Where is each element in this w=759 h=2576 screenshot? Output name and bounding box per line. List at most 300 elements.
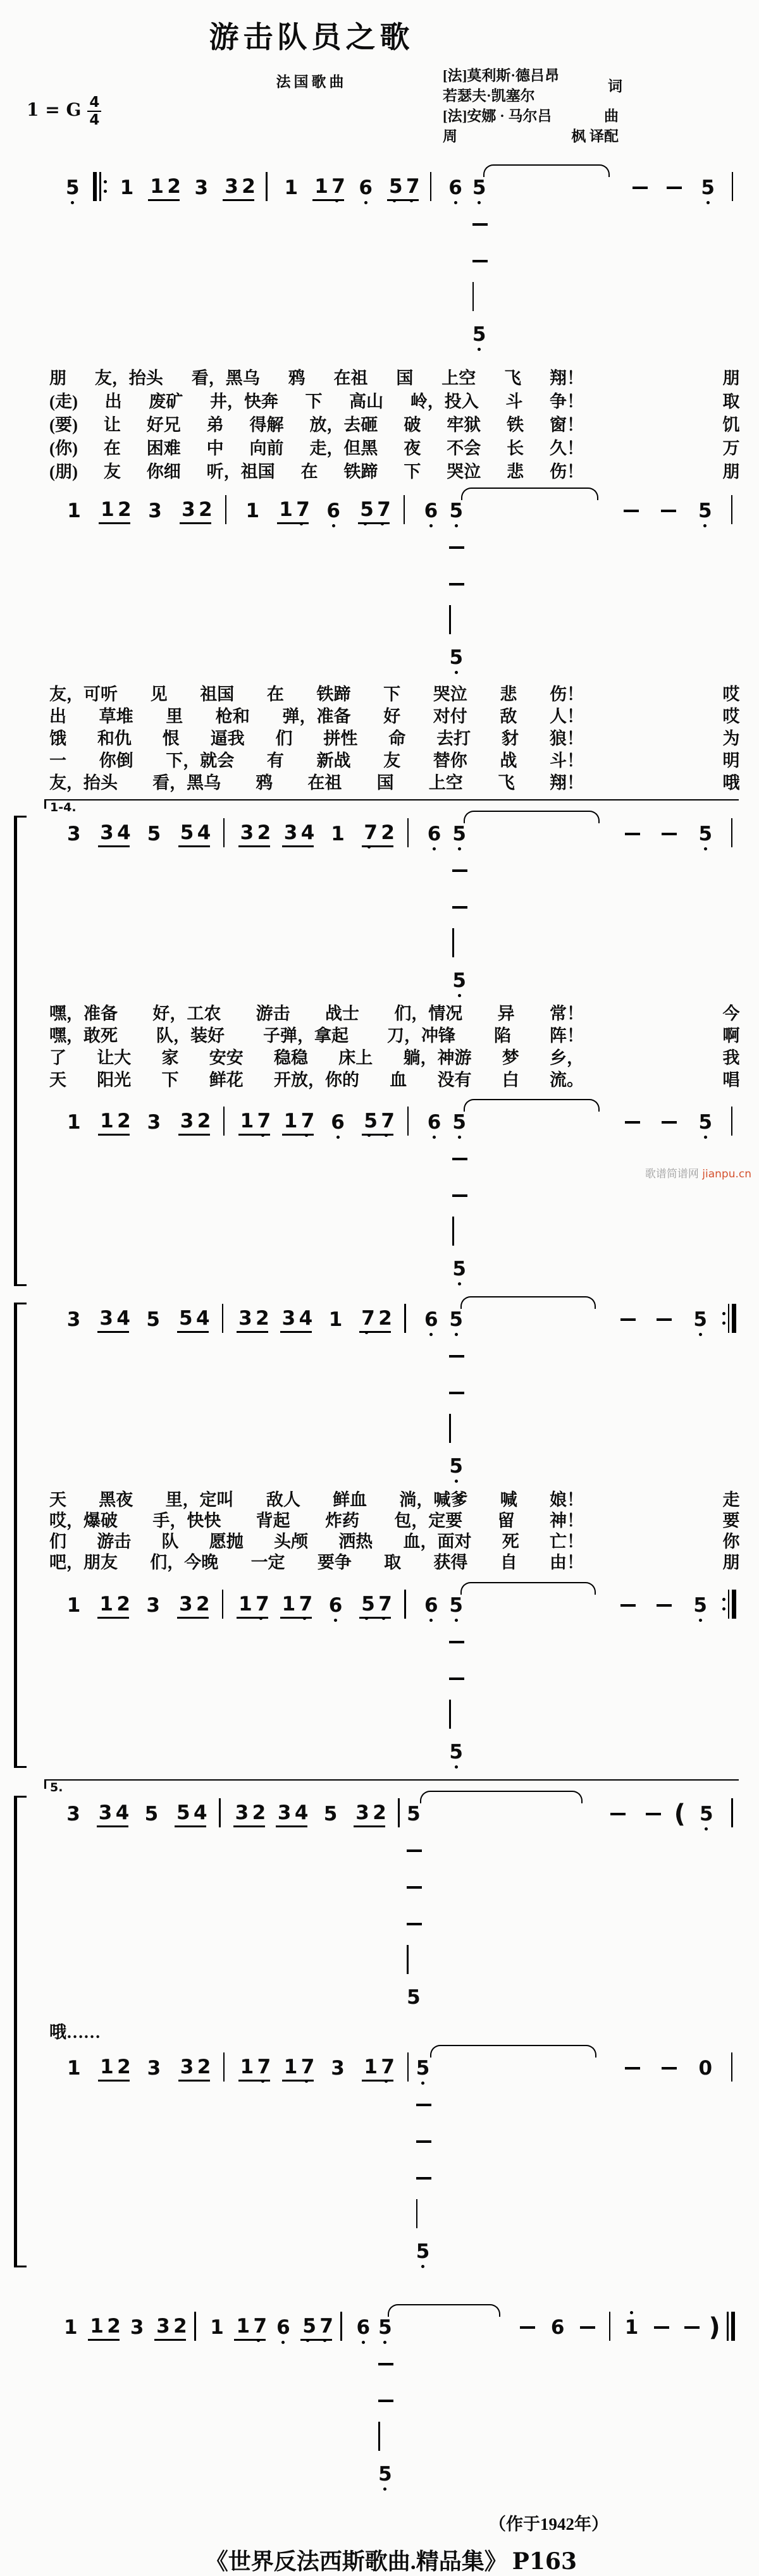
note bbox=[56, 493, 92, 529]
glyph bbox=[449, 1641, 464, 1644]
lyric-syllable: 朋 bbox=[49, 369, 66, 388]
lyric-line bbox=[49, 1047, 584, 1069]
beamed-notes bbox=[362, 2056, 393, 2082]
lyric-syllable: 在祖 bbox=[333, 369, 368, 388]
note-main bbox=[387, 176, 419, 199]
glyph bbox=[449, 1677, 464, 1681]
note-main bbox=[300, 2316, 332, 2339]
glyph bbox=[609, 2312, 611, 2341]
glyph bbox=[662, 2067, 677, 2070]
lyric-syllable: 对付 bbox=[433, 707, 467, 726]
lyric-line bbox=[49, 1490, 584, 1511]
glyph bbox=[407, 1923, 422, 1926]
lyric-syllable: 豺 bbox=[502, 729, 519, 748]
note-main bbox=[359, 1308, 391, 1331]
note bbox=[56, 2309, 86, 2346]
note-main: 3 bbox=[66, 1308, 81, 1331]
lyric-syllable: 阵！ bbox=[550, 1026, 584, 1045]
note-main bbox=[312, 176, 344, 199]
lyric-syllable: 和仇 bbox=[97, 729, 132, 748]
beamed-notes bbox=[178, 1110, 210, 1136]
note-main: 1 bbox=[120, 176, 134, 199]
lyric-syllable: 自 bbox=[500, 1553, 517, 1572]
beam-group bbox=[274, 1301, 318, 1331]
volta-bracket-5 bbox=[44, 1779, 739, 1796]
song-origin: 法国歌曲 bbox=[276, 74, 347, 90]
octave-dot-below bbox=[303, 1617, 306, 1620]
note bbox=[56, 1104, 92, 1141]
glyph bbox=[662, 833, 677, 836]
system-3 bbox=[0, 799, 759, 1287]
lyric-syllable: 逼我 bbox=[210, 729, 245, 748]
barline bbox=[397, 1301, 414, 1338]
note-main bbox=[282, 2057, 314, 2080]
lyric-syllable: 哎，爆破 bbox=[49, 1511, 118, 1530]
beam-dot-row bbox=[359, 1617, 391, 1620]
lyric-syllable: 弹，准备 bbox=[282, 707, 351, 726]
lyric-syllable: 鲜花 bbox=[209, 1070, 244, 1089]
note-main bbox=[97, 1308, 129, 1331]
lyric-syllable: 狼！ bbox=[549, 729, 584, 748]
glyph bbox=[361, 1331, 372, 1334]
note: 1 bbox=[101, 498, 114, 521]
composition-year: （作于1942年） bbox=[489, 2515, 608, 2534]
note-main bbox=[449, 1704, 451, 1727]
octave-dot-below bbox=[385, 1134, 388, 1137]
note bbox=[543, 2309, 573, 2346]
barline bbox=[396, 493, 412, 529]
lyric-syllable: 破 bbox=[404, 415, 421, 434]
beam-dot-row bbox=[300, 2339, 332, 2342]
beam-group bbox=[354, 1301, 397, 1334]
barline bbox=[452, 1214, 454, 1251]
note-main bbox=[661, 500, 676, 522]
lyric-syllable: 去打 bbox=[436, 729, 471, 748]
glyph bbox=[731, 2312, 736, 2341]
lyric-syllable: 要争 bbox=[317, 1553, 352, 1572]
duration-dash bbox=[623, 169, 657, 206]
octave-dot-below-slot bbox=[478, 199, 481, 206]
octave-dot-below bbox=[367, 845, 371, 849]
glyph bbox=[378, 2400, 393, 2403]
barline bbox=[397, 1587, 414, 1624]
glyph bbox=[299, 1617, 310, 1620]
note-line-4 bbox=[56, 1104, 740, 1287]
note-main bbox=[407, 1949, 409, 1972]
octave-dot-below-slot bbox=[699, 1331, 702, 1338]
lyric-syllable: 友 bbox=[103, 462, 121, 481]
note-main bbox=[237, 1308, 268, 1331]
beam-group bbox=[228, 1796, 270, 1825]
beam-dot-row bbox=[277, 522, 309, 525]
lyric-syllable: 出 bbox=[49, 707, 66, 726]
note: 7 bbox=[300, 1109, 315, 1132]
beam-group bbox=[92, 2050, 136, 2080]
octave-dot-below bbox=[364, 201, 367, 204]
note bbox=[449, 1448, 463, 1485]
glyph bbox=[240, 2080, 251, 2083]
glyph bbox=[378, 2422, 380, 2451]
lyric-syllable: 黑夜 bbox=[99, 1490, 133, 1509]
beamed-notes bbox=[97, 1593, 129, 1619]
lyric-syllable: 敌 bbox=[500, 707, 517, 726]
note-main bbox=[234, 2316, 266, 2339]
slur-group bbox=[472, 169, 623, 353]
note: 1 bbox=[100, 2055, 114, 2078]
glyph bbox=[236, 2339, 247, 2342]
glyph bbox=[223, 1107, 225, 1136]
octave-dot-below bbox=[455, 1619, 458, 1622]
glyph bbox=[279, 522, 290, 525]
lyric-syllable: 国 bbox=[396, 369, 414, 388]
glyph bbox=[620, 1318, 636, 1322]
note-main bbox=[472, 213, 488, 236]
lyric-line bbox=[49, 750, 584, 772]
lyric-syllable: 鸦 bbox=[288, 369, 305, 388]
note: 2 bbox=[167, 175, 181, 198]
volta-line bbox=[44, 799, 739, 800]
repeat-end-barline bbox=[719, 1587, 740, 1624]
lyric-syllable: 悲 bbox=[507, 462, 524, 481]
note-main bbox=[625, 2057, 640, 2080]
lyric-syllable: 翔！ bbox=[549, 773, 584, 792]
repeat-end-barline bbox=[719, 1301, 740, 1338]
glyph bbox=[378, 1617, 389, 1620]
octave-dot-below bbox=[334, 1619, 337, 1622]
glyph bbox=[266, 172, 268, 201]
note-main: 5 bbox=[147, 823, 161, 845]
glyph bbox=[580, 2326, 595, 2329]
note-main: 5 bbox=[698, 500, 712, 522]
barline bbox=[724, 1796, 740, 1832]
lyricist-line-1: [法]莫利斯·德吕昂 bbox=[443, 68, 559, 83]
lyric-syllable: 让 bbox=[103, 415, 121, 434]
note-main: 5 bbox=[416, 2057, 430, 2080]
beamed-notes bbox=[238, 1110, 270, 1136]
note: 7 bbox=[319, 2314, 333, 2338]
duration-dash bbox=[416, 2160, 431, 2197]
glyph bbox=[222, 1590, 224, 1619]
duration-dash bbox=[657, 169, 691, 206]
octave-dot-below-slot bbox=[707, 199, 710, 206]
beamed-notes bbox=[282, 1110, 314, 1136]
glyph bbox=[194, 2312, 196, 2341]
tie-arc bbox=[430, 2045, 597, 2058]
volta-bracket-1-4 bbox=[44, 799, 739, 816]
beam-dot-row bbox=[362, 1134, 393, 1137]
note bbox=[449, 639, 463, 676]
verse-block-2 bbox=[0, 684, 759, 794]
lyric-syllable: 有 bbox=[266, 751, 284, 770]
beamed-notes bbox=[180, 498, 211, 524]
note-main: 1 bbox=[331, 823, 345, 845]
note bbox=[318, 1301, 354, 1338]
note-main: 5 bbox=[452, 823, 466, 845]
duration-dash bbox=[613, 493, 650, 529]
glyph bbox=[301, 2080, 312, 2083]
lyric-syllable: (你) bbox=[49, 439, 78, 458]
lyric-row bbox=[49, 1025, 743, 1047]
octave-dot-below bbox=[385, 2080, 388, 2083]
note: 2 bbox=[117, 2055, 131, 2078]
lyric-syllable: 替你 bbox=[433, 751, 467, 770]
note-main: 5 bbox=[452, 1111, 466, 1134]
note-main bbox=[404, 500, 405, 522]
octave-dot-below bbox=[458, 1282, 461, 1285]
beam-group bbox=[92, 1104, 136, 1134]
glyph bbox=[661, 510, 676, 513]
note-main bbox=[233, 1803, 265, 1825]
beam-dot-row bbox=[359, 1331, 391, 1334]
beam-group bbox=[308, 169, 349, 202]
glyph bbox=[732, 1304, 736, 1333]
barline bbox=[449, 1411, 451, 1448]
glyph bbox=[624, 510, 639, 513]
note-line-5 bbox=[56, 1301, 740, 1485]
lyric-syllable: 下 bbox=[404, 462, 421, 481]
note: 7 bbox=[381, 2055, 395, 2078]
lyric-syllable: 不会 bbox=[447, 439, 481, 458]
lyric-row bbox=[49, 1069, 743, 1091]
octave-dot-below-slot bbox=[383, 2339, 386, 2346]
glyph bbox=[257, 1134, 268, 1137]
note-main: 5 bbox=[701, 176, 715, 199]
note-main bbox=[624, 500, 639, 522]
note-main bbox=[378, 2426, 380, 2449]
note-main bbox=[452, 859, 467, 882]
note-main bbox=[449, 1382, 464, 1404]
note bbox=[135, 1587, 171, 1624]
note-main: 5 bbox=[693, 1308, 707, 1331]
octave-dot-below-slot bbox=[429, 1617, 433, 1624]
duration-dash bbox=[651, 816, 688, 852]
duration-dash bbox=[636, 1796, 671, 1832]
note-main bbox=[620, 1594, 636, 1617]
octave-dot-below bbox=[323, 2339, 326, 2342]
beam-dot-row bbox=[282, 2080, 314, 2083]
note-main bbox=[662, 823, 677, 845]
glyph bbox=[731, 495, 733, 524]
beam-dot-row bbox=[237, 1617, 268, 1620]
lyric-syllable: 让大 bbox=[97, 1048, 132, 1067]
note-main bbox=[354, 1803, 385, 1825]
note: 2 bbox=[257, 821, 271, 844]
note bbox=[136, 816, 173, 852]
duration-dash bbox=[646, 1301, 682, 1338]
note bbox=[319, 816, 356, 852]
note-main bbox=[340, 2316, 342, 2339]
note: 7 bbox=[377, 498, 391, 521]
note-main bbox=[452, 896, 467, 919]
note: 5 bbox=[176, 1801, 190, 1824]
glyph bbox=[449, 583, 464, 586]
octave-dot-below-slot bbox=[455, 1763, 458, 1770]
barline bbox=[423, 169, 438, 206]
duration-dash bbox=[472, 243, 488, 279]
lyric-syllable: 鲜血 bbox=[333, 1490, 367, 1509]
note-main bbox=[407, 1839, 422, 1862]
barline bbox=[216, 2050, 232, 2087]
lyric-syllable: 好兄 bbox=[146, 415, 181, 434]
barline bbox=[335, 2309, 348, 2346]
watermark-site: 歌谱简谱网 bbox=[645, 1168, 699, 1181]
barline bbox=[216, 816, 232, 852]
duration-dash bbox=[416, 2123, 431, 2160]
beam-group bbox=[172, 1104, 216, 1134]
beam-group bbox=[169, 1796, 211, 1825]
beamed-notes bbox=[97, 1307, 129, 1333]
octave-dot-below-slot bbox=[705, 1825, 708, 1832]
duration-dash bbox=[651, 2050, 688, 2087]
octave-dot-below bbox=[410, 199, 413, 202]
beamed-notes bbox=[238, 821, 270, 847]
note-main: 6 bbox=[550, 2316, 565, 2339]
note-main: 3 bbox=[66, 1803, 80, 1825]
barline bbox=[216, 1104, 232, 1141]
lyric-row bbox=[49, 772, 743, 794]
glyph bbox=[223, 2052, 225, 2082]
verse-block-3 bbox=[0, 1003, 759, 1091]
note-main: 6 bbox=[448, 176, 462, 199]
watermark bbox=[645, 1165, 751, 1181]
lyric-syllable: 阳光 bbox=[97, 1070, 132, 1089]
lyric-syllable: 留 bbox=[497, 1511, 515, 1530]
glyph bbox=[319, 2339, 330, 2342]
glyph bbox=[99, 172, 101, 201]
note-main bbox=[430, 176, 432, 199]
key-signature bbox=[27, 95, 101, 128]
lyric-syllable: 飞 bbox=[504, 369, 522, 388]
note-main bbox=[684, 2316, 700, 2339]
lyric-line bbox=[49, 367, 584, 390]
note-line-1 bbox=[56, 169, 740, 353]
note-main bbox=[452, 1221, 454, 1244]
note-main bbox=[282, 1111, 314, 1134]
glyph bbox=[449, 605, 451, 634]
lyric-syllable: 下，就会 bbox=[166, 751, 235, 770]
duration-dash bbox=[449, 566, 464, 603]
beamed-notes bbox=[98, 1110, 130, 1136]
lyric-syllable: 铁蹄 bbox=[316, 685, 351, 704]
note: 2 bbox=[381, 821, 395, 844]
note-main: 6 bbox=[276, 2316, 290, 2339]
glyph bbox=[389, 199, 400, 202]
verse-block-4 bbox=[0, 1490, 759, 1573]
lyric-syllable: 见 bbox=[150, 685, 168, 704]
note-main bbox=[277, 500, 309, 522]
beamed-notes bbox=[97, 1801, 128, 1827]
beamed-notes bbox=[277, 498, 309, 524]
beam-group bbox=[218, 169, 259, 199]
beamed-notes bbox=[354, 1801, 385, 1827]
octave-dot-below bbox=[306, 2339, 309, 2342]
note-main bbox=[662, 2057, 677, 2080]
lyric-syllable: 嘿，准备 bbox=[49, 1004, 118, 1023]
octave-dot-below-slot bbox=[704, 1134, 707, 1141]
lyric-line bbox=[49, 1003, 584, 1025]
beam-group bbox=[152, 2309, 188, 2339]
note-main bbox=[282, 823, 314, 845]
note: 4 bbox=[115, 1801, 130, 1824]
note bbox=[136, 1104, 173, 1141]
note-main bbox=[609, 2316, 611, 2339]
lyric-syllable: 家 bbox=[161, 1048, 179, 1067]
octave-dot-below bbox=[429, 1619, 433, 1622]
note-line-2 bbox=[56, 493, 740, 676]
note-line-8 bbox=[56, 2050, 740, 2270]
lyricist-line-2: 若瑟夫·凯塞尔 bbox=[443, 88, 535, 104]
lyric-syllable: 队 bbox=[161, 1532, 179, 1551]
lyric-syllable: 队，装好 bbox=[156, 1026, 225, 1045]
lyric-syllable: 斗！ bbox=[550, 751, 584, 770]
glyph bbox=[449, 1414, 451, 1443]
note-main: 5 bbox=[699, 1803, 713, 1825]
watermark-link[interactable]: jianpu.cn bbox=[702, 1168, 751, 1181]
meter-denominator: 4 bbox=[89, 112, 100, 129]
note-main bbox=[238, 2057, 270, 2080]
beamed-notes bbox=[223, 175, 254, 201]
note: 7 bbox=[299, 1592, 313, 1616]
lyric-syllable: 异 bbox=[497, 1004, 515, 1023]
beam-group bbox=[354, 1587, 397, 1620]
note-main: 3 bbox=[148, 500, 162, 522]
glyph bbox=[407, 1886, 422, 1889]
note bbox=[133, 1796, 169, 1832]
note-main: 1 bbox=[624, 2316, 639, 2339]
note bbox=[349, 169, 383, 206]
lyric-row bbox=[49, 1531, 743, 1552]
duration-dash bbox=[646, 2309, 677, 2346]
glyph bbox=[722, 1590, 736, 1619]
note-main bbox=[416, 2204, 418, 2226]
octave-dot-below bbox=[71, 201, 74, 204]
duration-dash bbox=[452, 1141, 467, 1177]
beam-dot-row bbox=[238, 1134, 270, 1137]
note: 2 bbox=[252, 1801, 266, 1824]
octave-dot-below-slot bbox=[364, 199, 367, 206]
note bbox=[689, 1796, 724, 1832]
beam-dot-row bbox=[282, 1134, 314, 1137]
octave-dot-below bbox=[300, 522, 303, 525]
barline bbox=[400, 1104, 416, 1141]
note-main: 5 bbox=[452, 1258, 466, 1280]
note-main: 1 bbox=[328, 1308, 343, 1331]
lyric-syllable: 嘿，敢死 bbox=[49, 1026, 118, 1045]
lyric-syllable: 在 bbox=[103, 439, 121, 458]
lyric-syllable: 喊 bbox=[500, 1490, 517, 1509]
note: 4 bbox=[195, 1306, 210, 1330]
beamed-notes bbox=[178, 821, 210, 847]
lyric-syllable: 哦…… bbox=[49, 2023, 101, 2042]
lyric-syllable: 包，定要 bbox=[394, 1511, 463, 1530]
lyric-syllable: 友，抬头 bbox=[49, 773, 118, 792]
note-main: 6 bbox=[427, 823, 441, 845]
glyph bbox=[398, 1798, 400, 1827]
system-brace bbox=[14, 1303, 27, 1768]
barline bbox=[472, 279, 474, 316]
octave-dot-below-slot bbox=[433, 845, 436, 852]
octave-dot-above bbox=[630, 2311, 633, 2314]
note-main bbox=[238, 1111, 270, 1134]
note-main: 1 bbox=[66, 1111, 81, 1134]
octave-dot-below-slot bbox=[455, 1478, 458, 1485]
glyph bbox=[364, 1134, 374, 1137]
slur-group bbox=[378, 2309, 512, 2493]
beam-group bbox=[349, 1796, 391, 1825]
note-main bbox=[657, 1594, 672, 1617]
note: 7 bbox=[381, 1109, 395, 1132]
note-main: 6 bbox=[326, 500, 340, 522]
